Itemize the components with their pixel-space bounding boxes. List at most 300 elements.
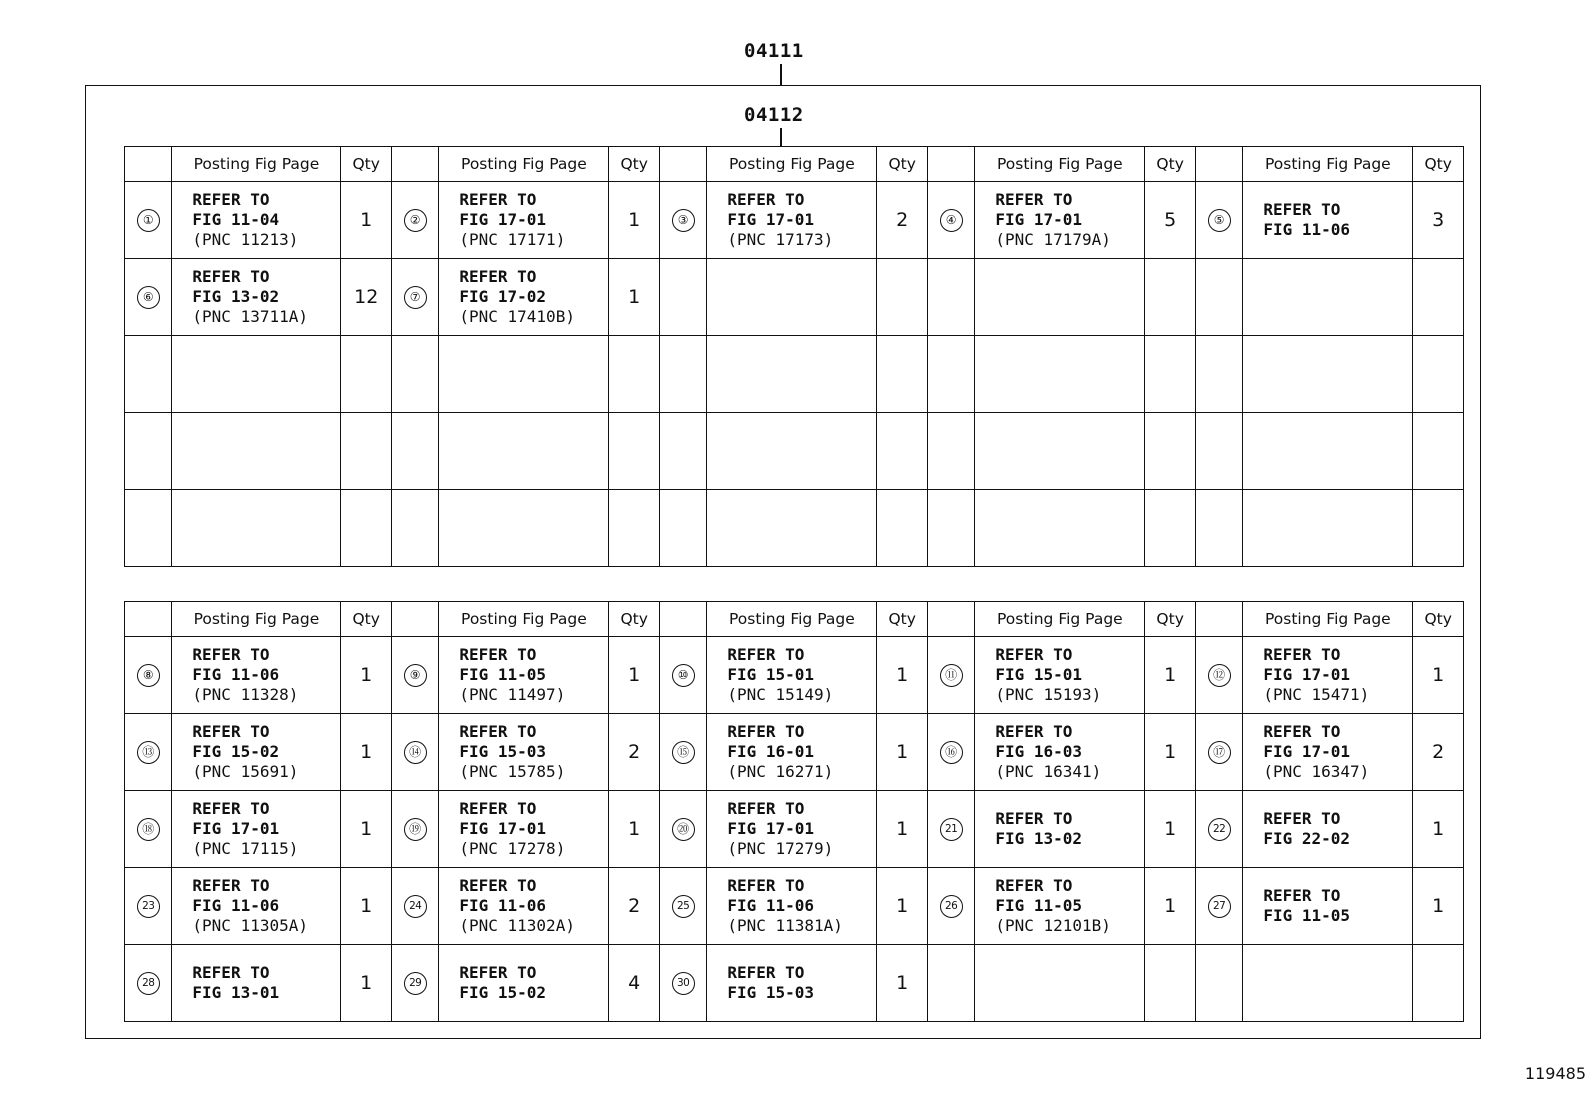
pnc-text: (PNC 15691) xyxy=(192,762,299,781)
item-number-cell xyxy=(927,868,974,945)
qty-value: 12 xyxy=(354,286,379,308)
item-number-cell xyxy=(125,413,172,490)
qty-cell xyxy=(1413,868,1464,945)
qty-cell xyxy=(341,490,392,567)
item-number-badge: 21 xyxy=(940,818,963,841)
refer-to-text: REFER TO xyxy=(192,799,270,818)
qty-value: 1 xyxy=(1164,895,1177,917)
pnc-text: (PNC 13711A) xyxy=(192,307,308,326)
reference-text xyxy=(727,722,876,782)
qty-cell xyxy=(1145,259,1196,336)
item-number-cell xyxy=(391,336,438,413)
qty-value: 1 xyxy=(360,972,373,994)
header-page: Posting Fig Page xyxy=(1243,602,1413,637)
refer-to-text: REFER TO xyxy=(727,722,805,741)
qty-cell xyxy=(1145,490,1196,567)
qty-cell xyxy=(341,714,392,791)
item-number-cell xyxy=(391,791,438,868)
fig-number-text: FIG 15-01 xyxy=(995,665,1083,684)
posting-fig-page-cell xyxy=(172,182,341,259)
qty-cell xyxy=(341,413,392,490)
item-number-cell xyxy=(391,945,438,1022)
table-row xyxy=(125,259,1464,336)
qty-cell xyxy=(877,945,928,1022)
qty-cell xyxy=(877,868,928,945)
qty-cell xyxy=(877,791,928,868)
item-number-cell xyxy=(927,182,974,259)
pnc-text: (PNC 17171) xyxy=(459,230,566,249)
qty-value: 1 xyxy=(360,741,373,763)
fig-number-text: FIG 15-03 xyxy=(459,742,547,761)
item-number-cell xyxy=(1195,945,1242,1022)
item-number-badge: 28 xyxy=(137,972,160,995)
fig-number-text: FIG 17-01 xyxy=(459,819,547,838)
reference-text xyxy=(995,876,1144,936)
posting-fig-page-cell xyxy=(439,714,609,791)
posting-fig-page-cell xyxy=(439,637,609,714)
header-number-cell xyxy=(1195,602,1242,637)
item-number-badge: 25 xyxy=(672,895,695,918)
item-number-cell xyxy=(659,490,706,567)
reference-text xyxy=(727,876,876,936)
posting-fig-page-cell xyxy=(172,868,341,945)
qty-cell xyxy=(877,637,928,714)
qty-cell xyxy=(609,336,660,413)
reference-text xyxy=(459,799,608,859)
refer-to-text: REFER TO xyxy=(727,645,805,664)
posting-fig-page-cell xyxy=(439,868,609,945)
posting-fig-page-cell xyxy=(172,259,341,336)
item-number-cell xyxy=(391,413,438,490)
item-number-cell xyxy=(659,413,706,490)
qty-value: 1 xyxy=(1164,664,1177,686)
qty-value: 1 xyxy=(896,895,909,917)
qty-value: 1 xyxy=(896,972,909,994)
fig-number-text: FIG 16-01 xyxy=(727,742,815,761)
item-number-cell xyxy=(927,791,974,868)
reference-text xyxy=(1263,722,1412,782)
header-page: Posting Fig Page xyxy=(707,602,877,637)
header-qty: Qty xyxy=(341,602,392,637)
qty-value: 1 xyxy=(628,664,641,686)
item-number-cell xyxy=(659,945,706,1022)
header-number-cell xyxy=(125,602,172,637)
item-number-cell xyxy=(927,490,974,567)
table-row xyxy=(125,490,1464,567)
item-number-badge: ⑦ xyxy=(404,286,427,309)
qty-cell xyxy=(609,490,660,567)
pnc-text: (PNC 17179A) xyxy=(995,230,1111,249)
refer-to-text: REFER TO xyxy=(192,876,270,895)
posting-fig-page-cell xyxy=(975,945,1145,1022)
item-number-badge: 29 xyxy=(404,972,427,995)
item-number-badge: ⑭ xyxy=(404,741,427,764)
pnc-text: (PNC 17115) xyxy=(192,839,299,858)
item-number-cell xyxy=(125,868,172,945)
item-number-cell xyxy=(927,637,974,714)
pnc-text: (PNC 11302A) xyxy=(459,916,575,935)
refer-to-text: REFER TO xyxy=(1263,886,1341,905)
qty-value: 1 xyxy=(628,286,641,308)
refer-to-text: REFER TO xyxy=(192,645,270,664)
qty-cell xyxy=(877,714,928,791)
qty-cell xyxy=(609,182,660,259)
pnc-text: (PNC 16347) xyxy=(1263,762,1370,781)
header-qty: Qty xyxy=(1413,147,1464,182)
reference-text xyxy=(459,963,608,1003)
table-row xyxy=(125,868,1464,945)
qty-cell xyxy=(609,413,660,490)
qty-value: 2 xyxy=(628,741,641,763)
header-row xyxy=(125,602,1464,637)
pnc-text: (PNC 15149) xyxy=(727,685,834,704)
header-page: Posting Fig Page xyxy=(172,147,341,182)
posting-fig-page-cell xyxy=(707,791,877,868)
posting-fig-page-cell xyxy=(975,791,1145,868)
posting-fig-page-cell xyxy=(975,259,1145,336)
item-number-badge: ⑤ xyxy=(1208,209,1231,232)
table-row xyxy=(125,182,1464,259)
qty-cell xyxy=(341,259,392,336)
pnc-text: (PNC 16271) xyxy=(727,762,834,781)
qty-value: 1 xyxy=(1432,818,1445,840)
item-number-cell xyxy=(659,714,706,791)
reference-text xyxy=(727,645,876,705)
refer-to-text: REFER TO xyxy=(459,876,537,895)
posting-fig-page-cell xyxy=(1243,182,1413,259)
item-number-badge: 27 xyxy=(1208,895,1231,918)
posting-fig-page-cell xyxy=(975,868,1145,945)
fig-number-text: FIG 11-06 xyxy=(192,896,280,915)
item-number-badge: ⑯ xyxy=(940,741,963,764)
fig-number-text: FIG 17-01 xyxy=(459,210,547,229)
item-number-cell xyxy=(927,413,974,490)
refer-to-text: REFER TO xyxy=(459,190,537,209)
qty-cell xyxy=(877,413,928,490)
item-number-badge: ⑫ xyxy=(1208,664,1231,687)
header-page: Posting Fig Page xyxy=(172,602,341,637)
item-number-cell xyxy=(391,637,438,714)
item-number-cell xyxy=(391,259,438,336)
item-number-cell xyxy=(927,336,974,413)
qty-cell xyxy=(341,182,392,259)
qty-value: 4 xyxy=(628,972,641,994)
pnc-text: (PNC 17173) xyxy=(727,230,834,249)
outer-leader-line xyxy=(780,64,782,86)
reference-text xyxy=(192,722,340,782)
header-page: Posting Fig Page xyxy=(1243,147,1413,182)
fig-number-text: FIG 17-01 xyxy=(727,210,815,229)
item-number-badge: ⑩ xyxy=(672,664,695,687)
fig-number-text: FIG 15-03 xyxy=(727,983,815,1002)
reference-text xyxy=(459,722,608,782)
refer-to-text: REFER TO xyxy=(727,876,805,895)
header-qty: Qty xyxy=(1413,602,1464,637)
posting-fig-page-cell xyxy=(1243,868,1413,945)
refer-to-text: REFER TO xyxy=(1263,645,1341,664)
qty-value: 3 xyxy=(1432,209,1445,231)
table-row xyxy=(125,945,1464,1022)
refer-to-text: REFER TO xyxy=(995,190,1073,209)
header-qty: Qty xyxy=(609,602,660,637)
reference-text xyxy=(727,799,876,859)
qty-value: 1 xyxy=(896,818,909,840)
posting-fig-page-cell xyxy=(707,714,877,791)
qty-cell xyxy=(1413,259,1464,336)
qty-value: 2 xyxy=(896,209,909,231)
pnc-text: (PNC 11305A) xyxy=(192,916,308,935)
qty-value: 2 xyxy=(628,895,641,917)
qty-cell xyxy=(1413,336,1464,413)
qty-cell xyxy=(341,791,392,868)
item-number-cell xyxy=(125,714,172,791)
posting-fig-page-cell xyxy=(1243,714,1413,791)
item-number-cell xyxy=(125,182,172,259)
fig-number-text: FIG 11-05 xyxy=(1263,906,1351,925)
item-number-cell xyxy=(391,714,438,791)
qty-cell xyxy=(1413,490,1464,567)
refer-to-text: REFER TO xyxy=(727,963,805,982)
figure-id: 119485 xyxy=(1524,1064,1586,1083)
qty-value: 1 xyxy=(896,741,909,763)
header-number-cell xyxy=(927,147,974,182)
posting-fig-page-cell xyxy=(439,336,609,413)
header-qty: Qty xyxy=(609,147,660,182)
refer-to-text: REFER TO xyxy=(459,645,537,664)
reference-text xyxy=(995,809,1144,849)
reference-text xyxy=(192,645,340,705)
refer-to-text: REFER TO xyxy=(192,722,270,741)
reference-text xyxy=(192,963,340,1003)
qty-value: 2 xyxy=(1432,741,1445,763)
qty-cell xyxy=(609,637,660,714)
refer-to-text: REFER TO xyxy=(192,267,270,286)
item-number-cell xyxy=(659,868,706,945)
item-number-badge: ⑨ xyxy=(404,664,427,687)
posting-fig-page-cell xyxy=(172,413,341,490)
refer-to-text: REFER TO xyxy=(192,190,270,209)
posting-fig-page-cell xyxy=(439,413,609,490)
qty-cell xyxy=(1145,791,1196,868)
qty-value: 1 xyxy=(360,895,373,917)
refer-to-text: REFER TO xyxy=(1263,722,1341,741)
pnc-text: (PNC 15471) xyxy=(1263,685,1370,704)
posting-fig-page-cell xyxy=(707,490,877,567)
item-number-cell xyxy=(1195,791,1242,868)
posting-fig-page-cell xyxy=(172,791,341,868)
posting-fig-page-cell xyxy=(975,637,1145,714)
qty-cell xyxy=(341,868,392,945)
qty-cell xyxy=(1413,182,1464,259)
item-number-cell xyxy=(125,637,172,714)
qty-value: 1 xyxy=(628,818,641,840)
posting-fig-page-cell xyxy=(1243,490,1413,567)
posting-fig-page-cell xyxy=(975,490,1145,567)
qty-cell xyxy=(1413,791,1464,868)
header-number-cell xyxy=(125,147,172,182)
qty-value: 1 xyxy=(360,664,373,686)
fig-number-text: FIG 11-06 xyxy=(459,896,547,915)
item-number-cell xyxy=(659,637,706,714)
qty-cell xyxy=(877,182,928,259)
posting-fig-page-cell xyxy=(707,182,877,259)
fig-number-text: FIG 17-01 xyxy=(192,819,280,838)
header-qty: Qty xyxy=(877,602,928,637)
header-page: Posting Fig Page xyxy=(975,602,1145,637)
item-number-badge: ⑬ xyxy=(137,741,160,764)
reference-text xyxy=(995,722,1144,782)
fig-number-text: FIG 11-04 xyxy=(192,210,280,229)
qty-value: 5 xyxy=(1164,209,1177,231)
qty-cell xyxy=(609,945,660,1022)
item-number-cell xyxy=(1195,259,1242,336)
item-number-cell xyxy=(1195,868,1242,945)
posting-fig-page-cell xyxy=(1243,791,1413,868)
item-number-cell xyxy=(927,714,974,791)
outer-group-label: 04111 xyxy=(744,40,804,62)
qty-cell xyxy=(609,868,660,945)
refer-to-text: REFER TO xyxy=(995,722,1073,741)
header-qty: Qty xyxy=(877,147,928,182)
pnc-text: (PNC 17278) xyxy=(459,839,566,858)
qty-cell xyxy=(1145,945,1196,1022)
qty-value: 1 xyxy=(1164,741,1177,763)
header-number-cell xyxy=(391,602,438,637)
posting-fig-page-cell xyxy=(707,868,877,945)
header-page: Posting Fig Page xyxy=(975,147,1145,182)
qty-cell xyxy=(1145,637,1196,714)
posting-fig-page-cell xyxy=(172,336,341,413)
fig-number-text: FIG 11-06 xyxy=(1263,220,1351,239)
qty-cell xyxy=(341,637,392,714)
reference-text xyxy=(192,876,340,936)
fig-number-text: FIG 11-06 xyxy=(192,665,280,684)
item-number-badge: ⑱ xyxy=(137,818,160,841)
item-number-cell xyxy=(1195,336,1242,413)
posting-fig-page-cell xyxy=(975,336,1145,413)
posting-fig-page-cell xyxy=(707,259,877,336)
pnc-text: (PNC 11381A) xyxy=(727,916,843,935)
qty-cell xyxy=(877,336,928,413)
item-number-cell xyxy=(927,945,974,1022)
item-number-cell xyxy=(927,259,974,336)
reference-text xyxy=(192,267,340,327)
item-number-cell xyxy=(125,336,172,413)
item-number-badge: ② xyxy=(404,209,427,232)
qty-cell xyxy=(877,490,928,567)
fig-number-text: FIG 11-05 xyxy=(459,665,547,684)
item-number-badge: 26 xyxy=(940,895,963,918)
fig-number-text: FIG 17-01 xyxy=(995,210,1083,229)
item-number-cell xyxy=(1195,413,1242,490)
pnc-text: (PNC 15193) xyxy=(995,685,1102,704)
fig-number-text: FIG 13-02 xyxy=(995,829,1083,848)
reference-text xyxy=(459,190,608,250)
reference-text xyxy=(192,799,340,859)
pnc-text: (PNC 11497) xyxy=(459,685,566,704)
header-qty: Qty xyxy=(341,147,392,182)
reference-text xyxy=(995,645,1144,705)
header-number-cell xyxy=(927,602,974,637)
fig-number-text: FIG 13-02 xyxy=(192,287,280,306)
posting-fig-page-cell xyxy=(172,945,341,1022)
qty-value: 1 xyxy=(360,818,373,840)
fig-number-text: FIG 17-01 xyxy=(1263,742,1351,761)
qty-cell xyxy=(1145,868,1196,945)
refer-to-text: REFER TO xyxy=(1263,809,1341,828)
header-number-cell xyxy=(659,147,706,182)
posting-fig-page-cell xyxy=(707,413,877,490)
fig-number-text: FIG 11-05 xyxy=(995,896,1083,915)
posting-fig-page-cell xyxy=(1243,945,1413,1022)
qty-cell xyxy=(1145,182,1196,259)
item-number-cell xyxy=(391,182,438,259)
header-page: Posting Fig Page xyxy=(439,602,609,637)
refer-to-text: REFER TO xyxy=(995,645,1073,664)
qty-cell xyxy=(1413,637,1464,714)
table-row xyxy=(125,637,1464,714)
item-number-badge: ③ xyxy=(672,209,695,232)
reference-text xyxy=(1263,200,1412,240)
qty-cell xyxy=(877,259,928,336)
reference-text xyxy=(459,876,608,936)
fig-number-text: FIG 11-06 xyxy=(727,896,815,915)
reference-text xyxy=(995,190,1144,250)
qty-cell xyxy=(609,791,660,868)
item-number-cell xyxy=(391,868,438,945)
reference-text xyxy=(192,190,340,250)
item-number-cell xyxy=(1195,490,1242,567)
item-number-badge: ⑧ xyxy=(137,664,160,687)
header-page: Posting Fig Page xyxy=(707,147,877,182)
posting-fig-page-cell xyxy=(439,791,609,868)
item-number-cell xyxy=(125,791,172,868)
item-number-badge: ① xyxy=(137,209,160,232)
header-number-cell xyxy=(391,147,438,182)
item-number-badge: ⑲ xyxy=(404,818,427,841)
refer-to-text: REFER TO xyxy=(727,799,805,818)
reference-text xyxy=(727,963,876,1003)
fig-number-text: FIG 17-01 xyxy=(1263,665,1351,684)
refer-to-text: REFER TO xyxy=(459,267,537,286)
posting-fig-page-cell xyxy=(975,182,1145,259)
qty-cell xyxy=(341,945,392,1022)
fig-number-text: FIG 22-02 xyxy=(1263,829,1351,848)
posting-fig-page-cell xyxy=(439,182,609,259)
posting-fig-page-cell xyxy=(172,714,341,791)
item-number-cell xyxy=(659,182,706,259)
refer-to-text: REFER TO xyxy=(459,799,537,818)
qty-cell xyxy=(1413,945,1464,1022)
item-number-cell xyxy=(1195,182,1242,259)
fig-number-text: FIG 17-02 xyxy=(459,287,547,306)
pnc-text: (PNC 17279) xyxy=(727,839,834,858)
item-number-badge: ⑮ xyxy=(672,741,695,764)
posting-fig-page-cell xyxy=(1243,259,1413,336)
item-number-cell xyxy=(125,490,172,567)
table-row xyxy=(125,791,1464,868)
refer-to-text: REFER TO xyxy=(727,190,805,209)
table-row xyxy=(125,714,1464,791)
fig-number-text: FIG 15-02 xyxy=(459,983,547,1002)
refer-to-text: REFER TO xyxy=(995,809,1073,828)
item-number-badge: 23 xyxy=(137,895,160,918)
qty-cell xyxy=(1413,714,1464,791)
qty-value: 1 xyxy=(1164,818,1177,840)
item-number-badge: 22 xyxy=(1208,818,1231,841)
qty-cell xyxy=(341,336,392,413)
fig-number-text: FIG 15-02 xyxy=(192,742,280,761)
